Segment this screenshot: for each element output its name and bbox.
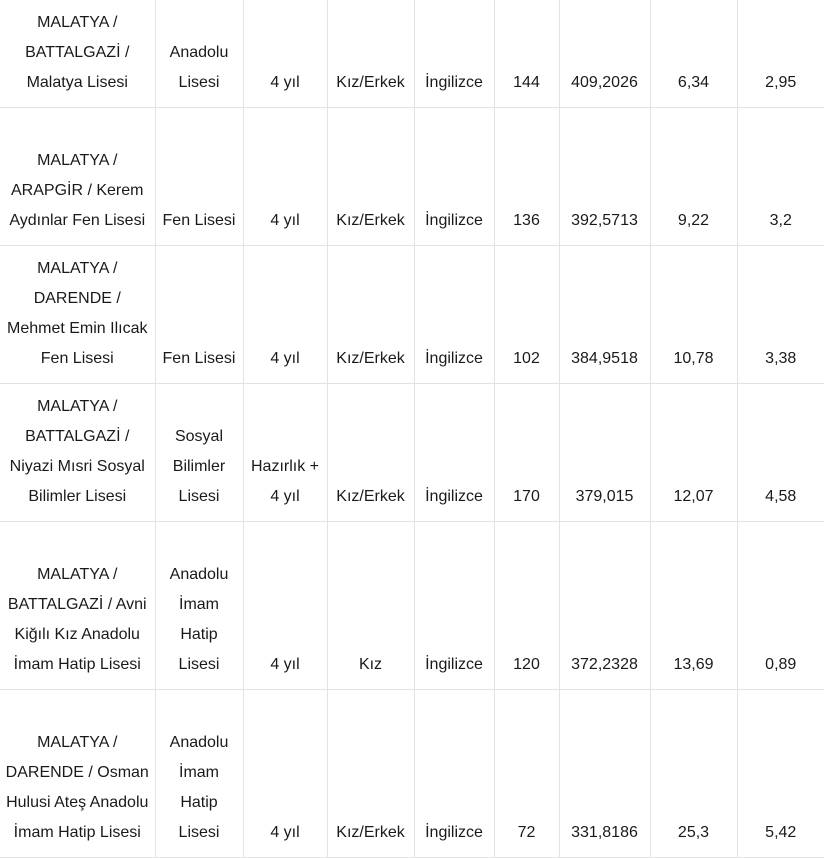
language-cell: İngilizce <box>414 690 494 858</box>
gender-cell: Kız/Erkek <box>327 384 414 522</box>
base-score-cell: 392,5713 <box>559 108 650 246</box>
duration-cell: 4 yıl <box>243 522 327 690</box>
percentile-cell: 6,34 <box>650 0 737 108</box>
quota-cell: 102 <box>494 246 559 384</box>
quota-cell: 136 <box>494 108 559 246</box>
school-name-cell: MALATYA / ARAPGİR / Kerem Aydınlar Fen Lisesi <box>0 108 155 246</box>
gender-cell: Kız/Erkek <box>327 0 414 108</box>
duration-cell: 4 yıl <box>243 690 327 858</box>
table-row <box>0 0 824 108</box>
duration-cell: 4 yıl <box>243 246 327 384</box>
duration-cell: 4 yıl <box>243 0 327 108</box>
ratio-cell: 4,58 <box>737 384 824 522</box>
school-name-cell: MALATYA / BATTALGAZİ / Malatya Lisesi <box>0 0 155 108</box>
percentile-cell: 13,69 <box>650 522 737 690</box>
language-cell: İngilizce <box>414 246 494 384</box>
school-type-cell: Anadolu İmam Hatip Lisesi <box>155 690 243 858</box>
language-cell: İngilizce <box>414 522 494 690</box>
table-row <box>0 522 824 690</box>
school-name-cell: MALATYA / DARENDE / Mehmet Emin Ilıcak Fen Lisesi <box>0 246 155 384</box>
ratio-cell: 3,2 <box>737 108 824 246</box>
ratio-cell: 3,38 <box>737 246 824 384</box>
quota-cell: 170 <box>494 384 559 522</box>
school-name-cell: MALATYA / BATTALGAZİ / Avni Kiğılı Kız Anadolu İmam Hatip Lisesi <box>0 522 155 690</box>
school-type-cell: Fen Lisesi <box>155 246 243 384</box>
school-type-cell: Anadolu İmam Hatip Lisesi <box>155 522 243 690</box>
base-score-cell: 409,2026 <box>559 0 650 108</box>
table-row <box>0 108 824 246</box>
quota-cell: 72 <box>494 690 559 858</box>
base-score-cell: 372,2328 <box>559 522 650 690</box>
gender-cell: Kız/Erkek <box>327 690 414 858</box>
language-cell: İngilizce <box>414 0 494 108</box>
ratio-cell: 2,95 <box>737 0 824 108</box>
percentile-cell: 9,22 <box>650 108 737 246</box>
quota-cell: 144 <box>494 0 559 108</box>
quota-cell: 120 <box>494 522 559 690</box>
duration-cell: 4 yıl <box>243 108 327 246</box>
school-type-cell: Fen Lisesi <box>155 108 243 246</box>
percentile-cell: 25,3 <box>650 690 737 858</box>
school-type-cell: Anadolu Lisesi <box>155 0 243 108</box>
percentile-cell: 12,07 <box>650 384 737 522</box>
gender-cell: Kız/Erkek <box>327 108 414 246</box>
table-row <box>0 246 824 384</box>
language-cell: İngilizce <box>414 384 494 522</box>
duration-cell: Hazırlık + 4 yıl <box>243 384 327 522</box>
gender-cell: Kız <box>327 522 414 690</box>
ratio-cell: 5,42 <box>737 690 824 858</box>
school-name-cell: MALATYA / DARENDE / Osman Hulusi Ateş Anadolu İmam Hatip Lisesi <box>0 690 155 858</box>
table-row <box>0 384 824 522</box>
school-type-cell: Sosyal Bilimler Lisesi <box>155 384 243 522</box>
base-score-cell: 331,8186 <box>559 690 650 858</box>
gender-cell: Kız/Erkek <box>327 246 414 384</box>
percentile-cell: 10,78 <box>650 246 737 384</box>
ratio-cell: 0,89 <box>737 522 824 690</box>
base-score-cell: 379,015 <box>559 384 650 522</box>
base-score-cell: 384,9518 <box>559 246 650 384</box>
language-cell: İngilizce <box>414 108 494 246</box>
table-row <box>0 690 824 858</box>
school-name-cell: MALATYA / BATTALGAZİ / Niyazi Mısri Sosyal Bilimler Lisesi <box>0 384 155 522</box>
